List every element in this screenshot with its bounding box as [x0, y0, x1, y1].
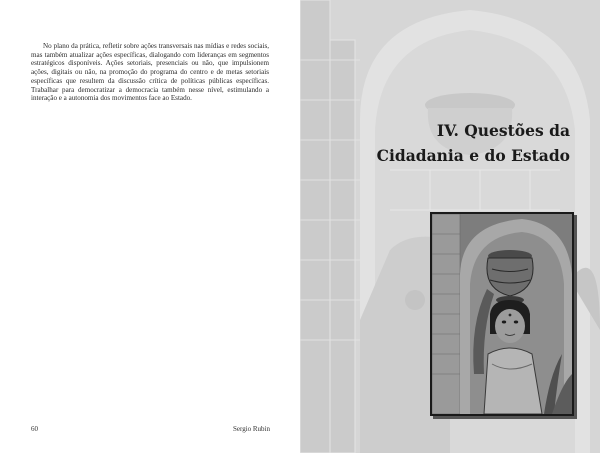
chapter-title-line-1: IV. Questões da [436, 121, 570, 140]
chapter-title-line-2: Cidadania e do Estado [376, 146, 570, 165]
woman-carrying-pot-illustration-icon [430, 212, 574, 416]
chapter-title [300, 118, 570, 168]
page-number: 60 [31, 425, 38, 433]
running-author: Sergio Rubin [232, 425, 270, 433]
right-page [300, 0, 600, 453]
body-paragraph: No plano da prática, refletir sobre ações transversais nas mídias e redes sociais, mas também atualizar ações específicas, dialogando com lideranças em segmentos estratégicos disponíveis. Ações setoriais, presenciais ou não, que impulsionem ações, digitais ou não, na promoção do programa do centro e de metas setoriais específicas que resultem da discussão crítica de políticas públicas específicas. Trabalhar para democratizar a democracia também nesse nível, estimulando a interação e a autonomia dos movimentos face ao Estado. [31, 42, 269, 103]
